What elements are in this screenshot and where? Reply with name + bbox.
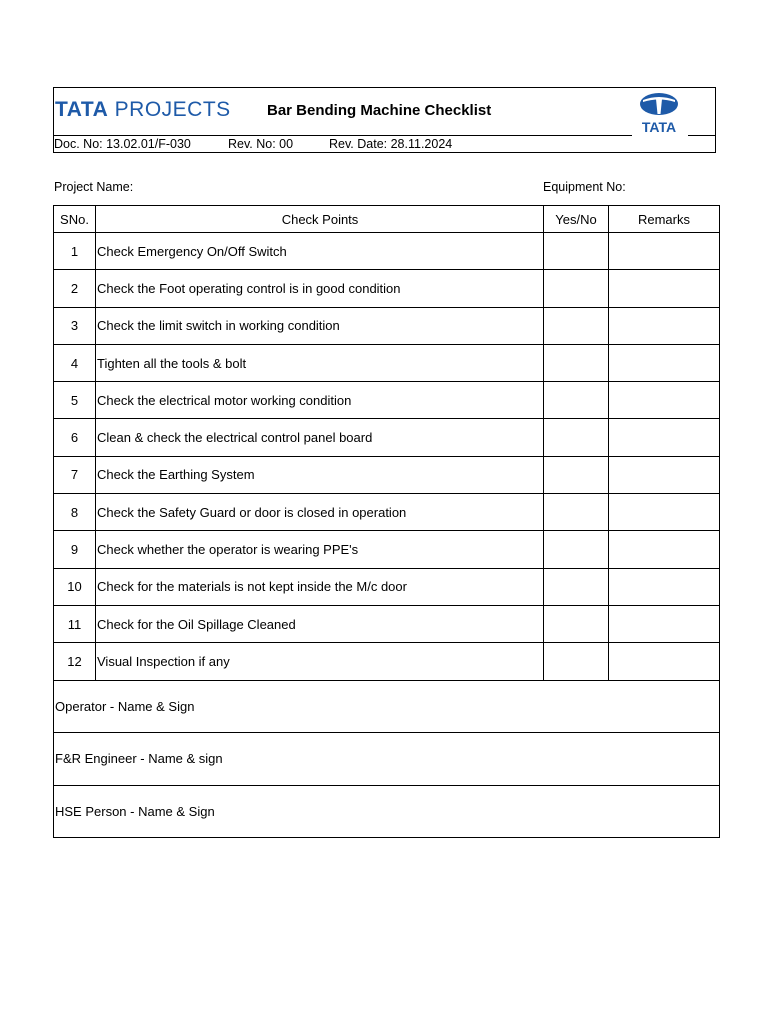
header-divider-right <box>688 135 716 136</box>
yes-no-cell[interactable] <box>544 382 609 419</box>
table-row <box>54 307 720 344</box>
row-sno: 7 <box>54 456 96 493</box>
remarks-cell[interactable] <box>609 605 720 642</box>
yes-no-cell[interactable] <box>544 344 609 381</box>
remarks-cell[interactable] <box>609 494 720 531</box>
equipment-no-label: Equipment No: <box>543 180 626 194</box>
column-header-yes-no: Yes/No <box>544 206 609 233</box>
table-header-row <box>54 206 720 233</box>
row-check-point: Check for the materials is not kept inside the M/c door <box>96 568 544 605</box>
row-check-point: Visual Inspection if any <box>96 643 544 680</box>
project-name-label: Project Name: <box>54 180 134 194</box>
table-row <box>54 568 720 605</box>
table-row <box>54 382 720 419</box>
tata-projects-logo <box>55 98 231 124</box>
remarks-cell[interactable] <box>609 531 720 568</box>
column-header-check-points: Check Points <box>96 206 544 233</box>
table-row <box>54 643 720 680</box>
row-check-point: Check the Safety Guard or door is closed in operation <box>96 494 544 531</box>
table-row <box>54 494 720 531</box>
row-sno: 12 <box>54 643 96 680</box>
row-sno: 1 <box>54 233 96 270</box>
document-info <box>54 137 452 151</box>
yes-no-cell[interactable] <box>544 307 609 344</box>
remarks-cell[interactable] <box>609 643 720 680</box>
remarks-cell[interactable] <box>609 344 720 381</box>
revision-date: Rev. Date: 28.11.2024 <box>329 137 453 151</box>
checklist-table <box>53 205 720 838</box>
remarks-cell[interactable] <box>609 456 720 493</box>
row-check-point: Check the electrical motor working condition <box>96 382 544 419</box>
yes-no-cell[interactable] <box>544 494 609 531</box>
table-row <box>54 531 720 568</box>
table-row <box>54 456 720 493</box>
doc-number: Doc. No: 13.02.01/F-030 <box>54 137 191 151</box>
row-check-point: Check for the Oil Spillage Cleaned <box>96 605 544 642</box>
yes-no-cell[interactable] <box>544 643 609 680</box>
page-title: Bar Bending Machine Checklist <box>267 102 492 119</box>
remarks-cell[interactable] <box>609 270 720 307</box>
row-sno: 10 <box>54 568 96 605</box>
tata-logo <box>634 92 684 134</box>
signature-row-operator <box>54 680 720 733</box>
row-sno: 3 <box>54 307 96 344</box>
yes-no-cell[interactable] <box>544 233 609 270</box>
remarks-cell[interactable] <box>609 419 720 456</box>
yes-no-cell[interactable] <box>544 531 609 568</box>
row-sno: 2 <box>54 270 96 307</box>
row-sno: 6 <box>54 419 96 456</box>
logo-right-text: TATA <box>641 119 677 134</box>
row-sno: 5 <box>54 382 96 419</box>
yes-no-cell[interactable] <box>544 568 609 605</box>
remarks-cell[interactable] <box>609 382 720 419</box>
column-header-remarks: Remarks <box>609 206 720 233</box>
row-sno: 11 <box>54 605 96 642</box>
header-divider <box>53 135 632 136</box>
remarks-cell[interactable] <box>609 307 720 344</box>
row-sno: 4 <box>54 344 96 381</box>
logo-left-bold: TATA <box>55 98 109 121</box>
table-row <box>54 233 720 270</box>
row-sno: 9 <box>54 531 96 568</box>
row-check-point: Check the Foot operating control is in good condition <box>96 270 544 307</box>
row-check-point: Check the limit switch in working condition <box>96 307 544 344</box>
signature-field[interactable]: F&R Engineer - Name & sign <box>54 733 720 786</box>
signature-field[interactable]: HSE Person - Name & Sign <box>54 785 720 838</box>
table-row <box>54 419 720 456</box>
yes-no-cell[interactable] <box>544 419 609 456</box>
row-check-point: Check whether the operator is wearing PPE's <box>96 531 544 568</box>
remarks-cell[interactable] <box>609 233 720 270</box>
table-row <box>54 270 720 307</box>
row-check-point: Check the Earthing System <box>96 456 544 493</box>
table-row <box>54 344 720 381</box>
row-check-point: Tighten all the tools & bolt <box>96 344 544 381</box>
column-header-sno: SNo. <box>54 206 96 233</box>
yes-no-cell[interactable] <box>544 456 609 493</box>
signature-row-engineer <box>54 733 720 786</box>
row-check-point: Check Emergency On/Off Switch <box>96 233 544 270</box>
signature-field[interactable]: Operator - Name & Sign <box>54 680 720 733</box>
revision-number: Rev. No: 00 <box>228 137 294 151</box>
row-check-point: Clean & check the electrical control panel board <box>96 419 544 456</box>
table-row <box>54 605 720 642</box>
remarks-cell[interactable] <box>609 568 720 605</box>
logo-left-rest: PROJECTS <box>108 98 231 121</box>
signature-row-hse <box>54 785 720 838</box>
yes-no-cell[interactable] <box>544 605 609 642</box>
tata-emblem-icon <box>634 92 684 134</box>
yes-no-cell[interactable] <box>544 270 609 307</box>
row-sno: 8 <box>54 494 96 531</box>
